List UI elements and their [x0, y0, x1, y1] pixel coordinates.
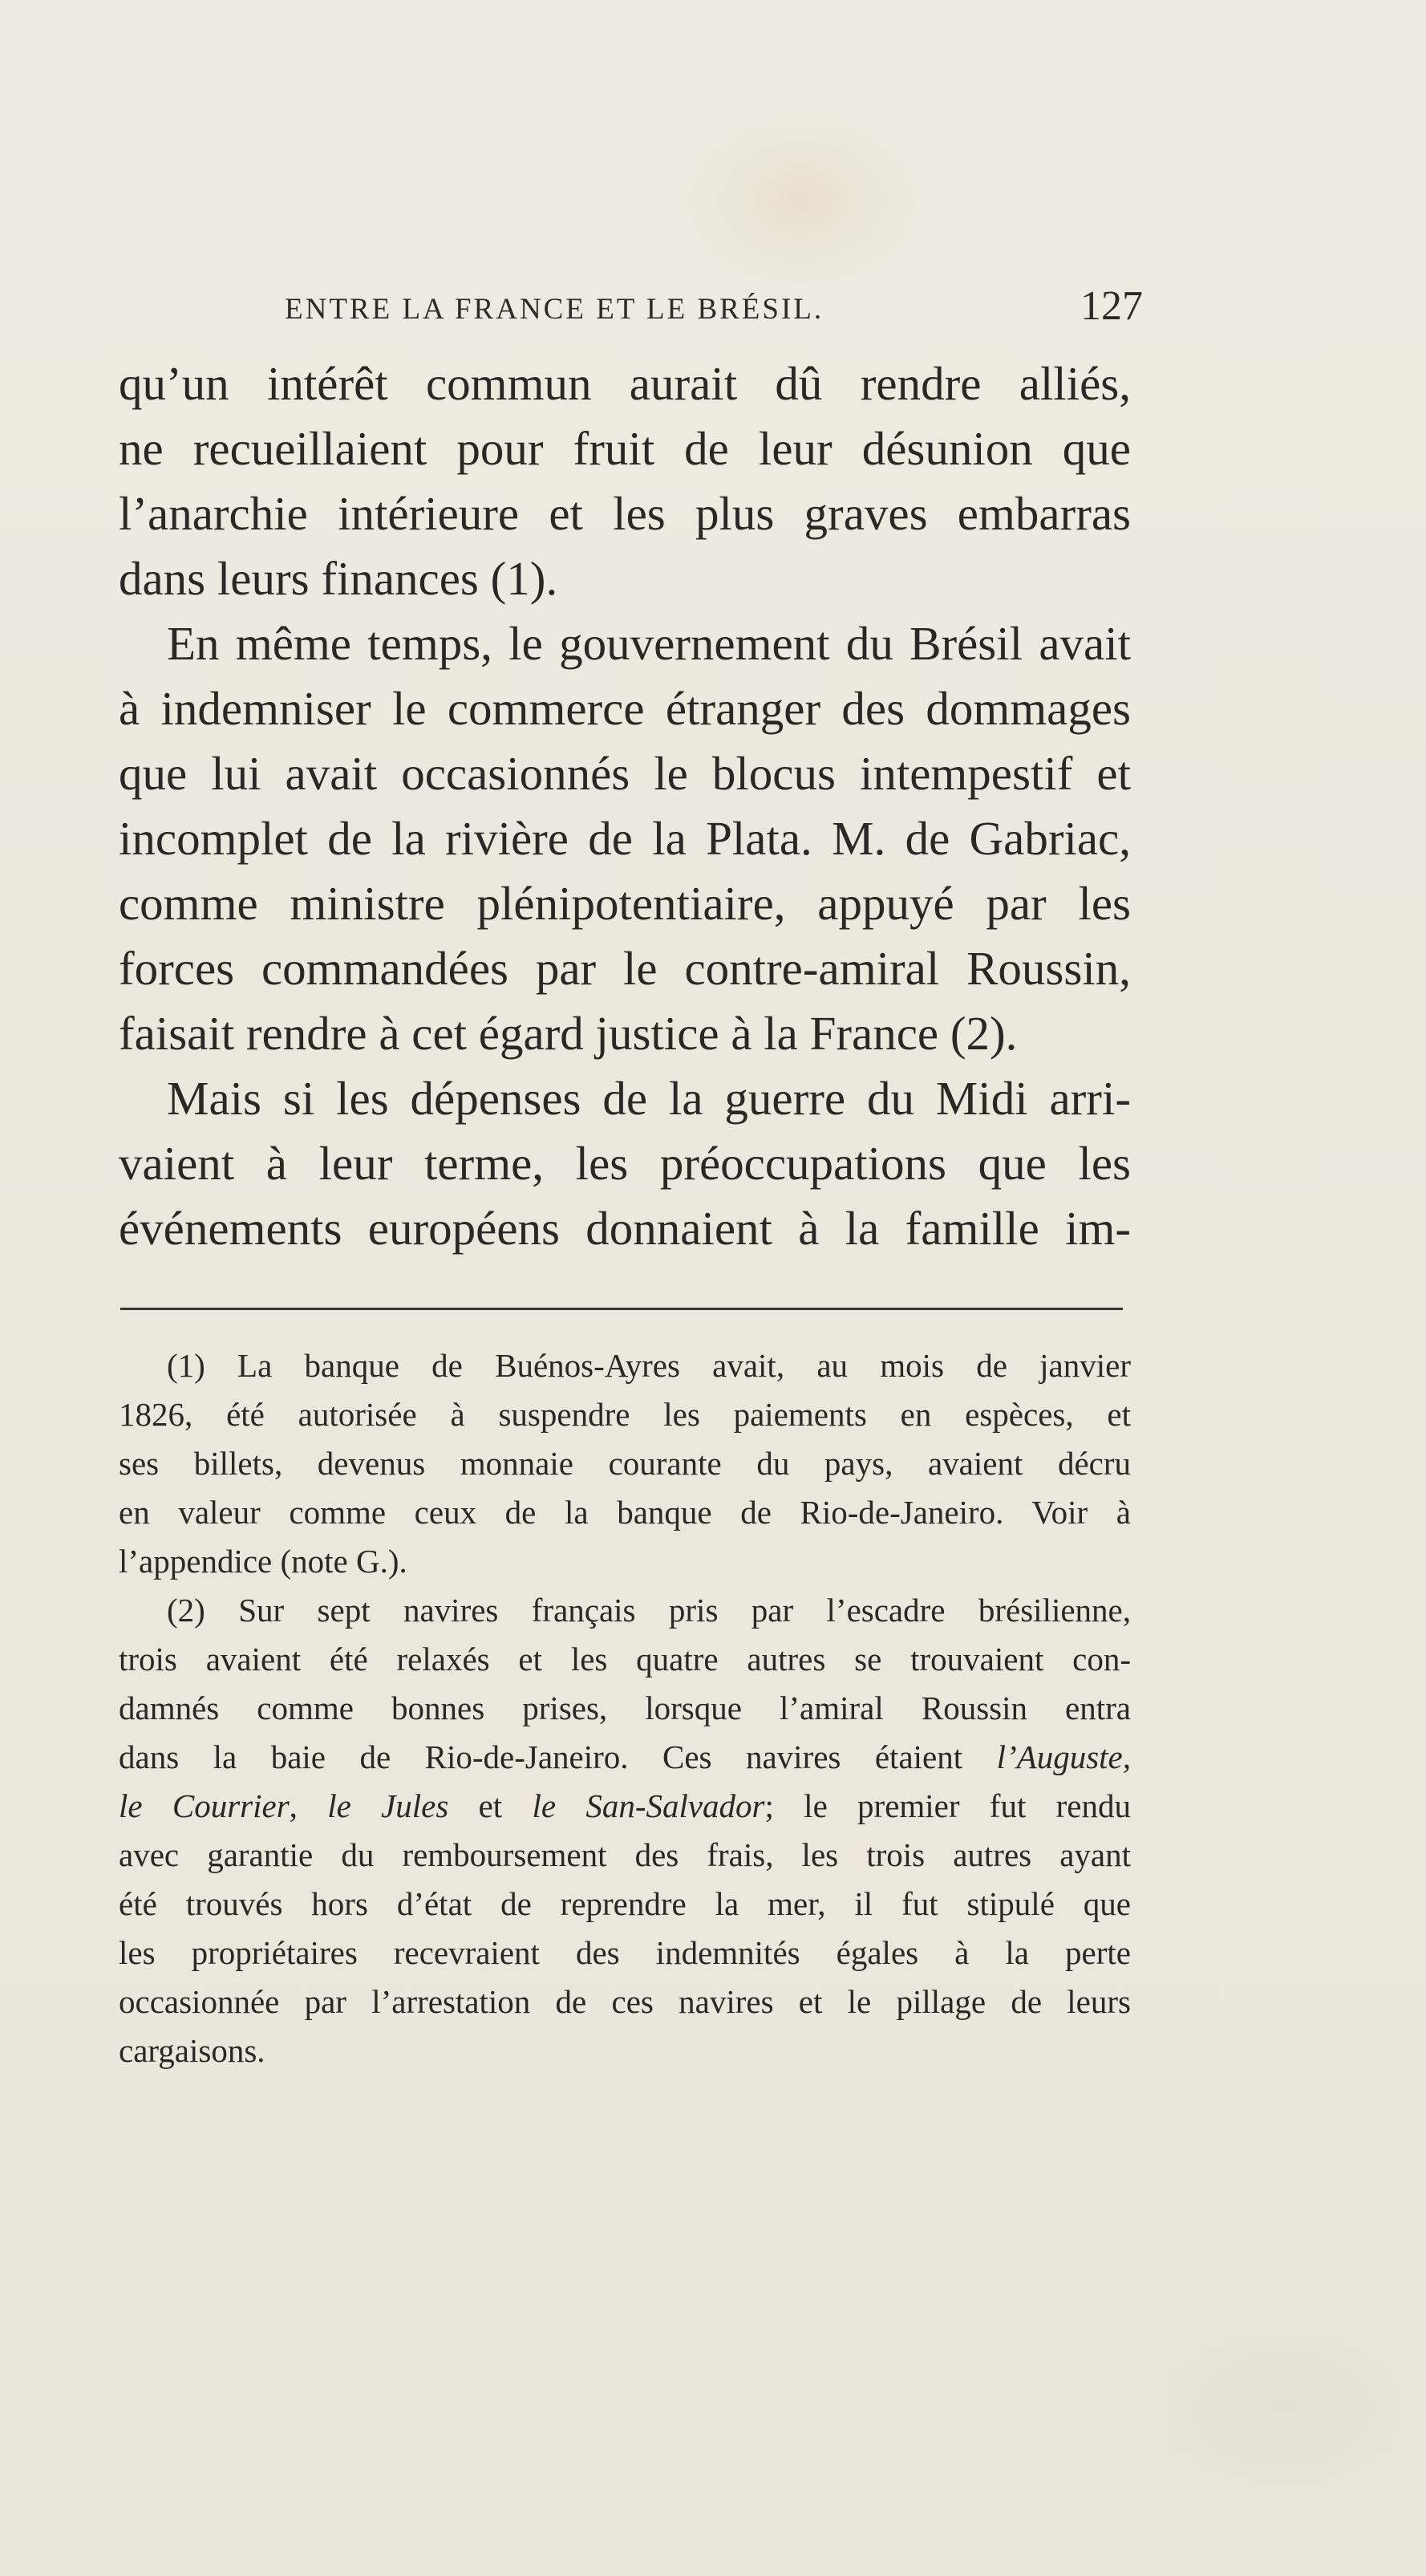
- ship-name-auguste: l’Auguste,: [996, 1738, 1131, 1775]
- text-line: vaient à leur terme, les préoccupations que les: [119, 1137, 1131, 1190]
- footnote-line: 1826, été autorisée à suspendre les paiements en espèces, et: [119, 1396, 1131, 1433]
- footnote-line: l’appendice (note G.).: [119, 1543, 407, 1580]
- text-line: qu’un intérêt commun aurait dû rendre alliés,: [119, 357, 1131, 410]
- footnotes: [119, 1341, 1131, 2075]
- text-line: Mais si les dépenses de la guerre du Midi arri-: [167, 1072, 1131, 1125]
- footnote-line: trois avaient été relaxés et les quatre autres se trouvaient con-: [119, 1641, 1131, 1677]
- text-line: ne recueillaient pour fruit de leur désunion que: [119, 422, 1131, 475]
- ship-name-san-salvador: le San-Salvador: [532, 1787, 765, 1824]
- running-head: ENTRE LA FRANCE ET LE BRÉSIL.: [285, 293, 824, 326]
- text-line: incomplet de la rivière de la Plata. M. de Gabriac,: [119, 812, 1131, 865]
- footnote-separator: [120, 1308, 1123, 1310]
- footnote-text: ; le premier fut rendu: [764, 1787, 1131, 1824]
- text-line: à indemniser le commerce étranger des dommages: [119, 682, 1131, 735]
- footnote-text: et: [448, 1787, 533, 1824]
- footnote-text: ,: [289, 1787, 328, 1824]
- main-text: [119, 351, 1131, 1261]
- text-line: En même temps, le gouvernement du Brésil avait: [167, 617, 1131, 670]
- footnote-line: été trouvés hors d’état de reprendre la mer, il fut stipulé que: [119, 1885, 1131, 1922]
- ship-name-jules: le Jules: [327, 1787, 449, 1824]
- footnote-line: (1) La banque de Buénos-Ayres avait, au mois de janvier: [167, 1347, 1131, 1384]
- footnote-line: ses billets, devenus monnaie courante du pays, avaient décru: [119, 1445, 1131, 1482]
- text-line: dans leurs finances (1).: [119, 552, 558, 605]
- footnote-line: les propriétaires recevraient des indemnités égales à la perte: [119, 1934, 1131, 1971]
- page-number: 127: [1080, 283, 1143, 329]
- footnote-text: dans la baie de Rio-de-Janeiro. Ces navires étaient: [119, 1738, 997, 1775]
- ship-name-courrier: le Courrier: [119, 1787, 290, 1824]
- footnote-line: [119, 1733, 1131, 1782]
- footnote-line: (2) Sur sept navires français pris par l’escadre brésilienne,: [167, 1592, 1131, 1629]
- footnote-line: cargaisons.: [119, 2032, 265, 2069]
- footnote-line: en valeur comme ceux de la banque de Rio-de-Janeiro. Voir à: [119, 1494, 1131, 1531]
- text-line: comme ministre plénipotentiaire, appuyé par les: [119, 877, 1131, 930]
- text-line: forces commandées par le contre-amiral Roussin,: [119, 942, 1131, 995]
- page-header: [285, 282, 1143, 339]
- footnote-line: avec garantie du remboursement des frais, les trois autres ayant: [119, 1836, 1131, 1873]
- text-line: que lui avait occasionnés le blocus intempestif et: [119, 747, 1131, 800]
- footnote-line: damnés comme bonnes prises, lorsque l’amiral Roussin entra: [119, 1690, 1131, 1726]
- text-line: faisait rendre à cet égard justice à la France (2).: [119, 1007, 1018, 1060]
- footnote-line: [119, 1782, 1131, 1831]
- text-line: événements européens donnaient à la famille im-: [119, 1202, 1131, 1255]
- footnote-line: occasionnée par l’arrestation de ces navires et le pillage de leurs: [119, 1983, 1131, 2020]
- text-line: l’anarchie intérieure et les plus graves embarras: [119, 487, 1131, 540]
